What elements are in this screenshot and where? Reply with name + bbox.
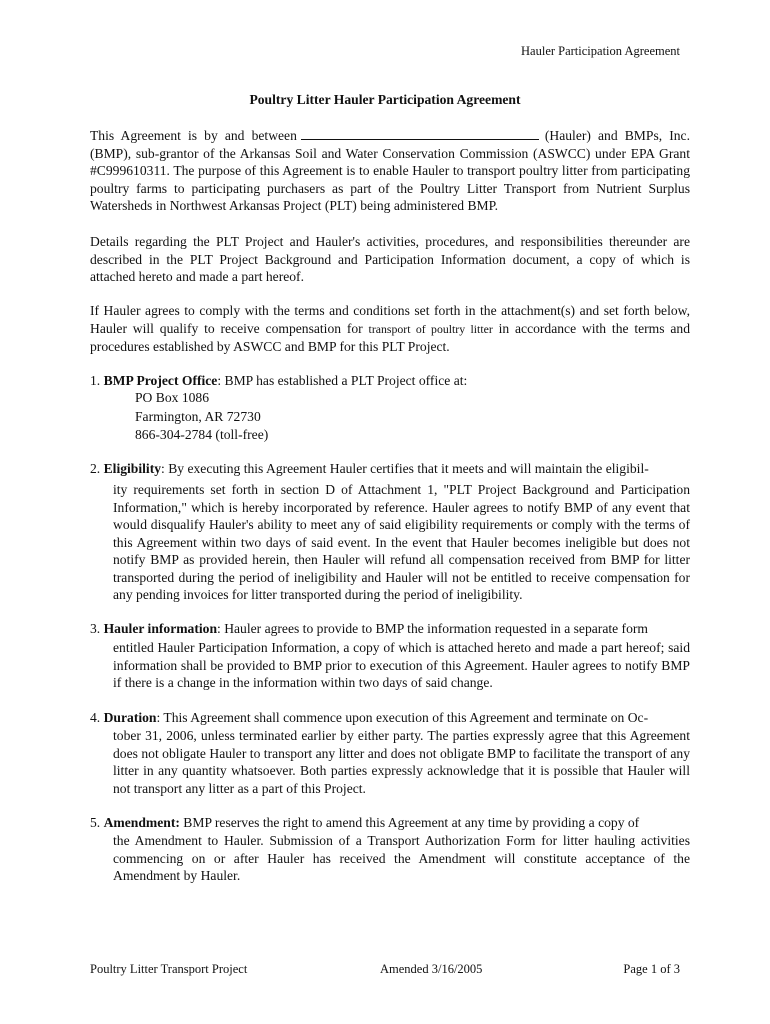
footer-project-name: Poultry Litter Transport Project (90, 962, 248, 976)
section-4-body: tober 31, 2006, unless terminated earlier by either party. The parties expressly agree that this Agreement does not obligate Hauler to transport any litter and does not obligate BMP to facilitate the transport of any litter in any quantity whatsoever. Both parties expressly acknowledge that it is possible that Hauler will not transport any litter as a part of this Project. (113, 728, 690, 796)
section-first-line: : This Agreement shall commence upon execution of this Agreement and terminate on Oc- (156, 710, 649, 725)
hauler-name-blank[interactable] (301, 127, 539, 140)
address-line: PO Box 1086 (135, 390, 210, 405)
section-heading: Eligibility (103, 461, 162, 476)
section-heading: BMP Project Office (103, 373, 218, 388)
section-number: 4. (90, 710, 101, 725)
intro-paragraph-1 (90, 127, 690, 215)
address-line: 866-304-2784 (toll-free) (135, 427, 269, 442)
footer-page-number: Page 1 of 3 (623, 962, 680, 976)
section-heading: Hauler information (103, 621, 218, 636)
p3-small-text: transport of poultry litter (368, 321, 493, 336)
intro-text-before-blank: This Agreement is by and between (90, 128, 297, 143)
project-office-address (135, 389, 268, 445)
section-number: 3. (90, 621, 101, 636)
section-5-line (90, 814, 690, 832)
section-number: 1. (90, 373, 101, 388)
section-4-line (90, 709, 690, 727)
p3-text-a: If Hauler agrees to comply with the terms and conditions set forth in the attachment(s) and set forth below, Hauler will qualify to receive compensation for (90, 303, 690, 336)
section-first-line: : BMP has established a PLT Project office at: (217, 373, 468, 388)
section-1-line (90, 372, 690, 390)
address-line: Farmington, AR 72730 (135, 408, 261, 424)
section-number: 5. (90, 815, 101, 830)
section-first-line: BMP reserves the right to amend this Agreement at any time by providing a copy of (179, 815, 640, 830)
p3-text-b: in accordance with the terms and procedures established by ASWCC and BMP for this PLT Project. (90, 320, 690, 354)
intro-paragraph-2: Details regarding the PLT Project and Hauler's activities, procedures, and responsibilities thereunder are described in the PLT Project Background and Participation Information document, a copy of which is attached hereto and made a part hereof. (90, 234, 690, 284)
intro-paragraph-3 (90, 302, 690, 356)
intro-text-after-blank: (Hauler) and BMPs, Inc. (BMP), sub-grantor of the Arkansas Soil and Water Conservation Commission (ASWCC) under EPA Grant #C999610311. The purpose of this Agreement is to enable Hauler to transport poultry litter from participating poultry farms to participating purchasers as part of the Poultry Litter Transport from Nutrient Surplus Watersheds in Northwest Arkansas Project (PLT) being administered BMP. (90, 128, 690, 213)
section-2-body: ity requirements set forth in section D of Attachment 1, "PLT Project Background and Participation Information," which is hereby incorporated by reference. Hauler agrees to notify BMP of any event that would disqualify Hauler's ability to meet any of said eligibility requirements or comply with the terms of this Agreement within two days of said event. In the event that Hauler becomes ineligible but does not notify BMP as provided herein, then Hauler will refund all compensation received from BMP for litter transported during the period of ineligibility and Hauler will not be entitled to receive compensation for any pending invoices for litter transported during the period of ineligibility. (113, 482, 690, 602)
section-first-line: : Hauler agrees to provide to BMP the information requested in a separate form (217, 621, 648, 636)
section-heading: Amendment: (103, 815, 180, 830)
running-header: Hauler Participation Agreement (521, 44, 680, 58)
section-3-line (90, 620, 690, 638)
section-5-body: the Amendment to Hauler. Submission of a Transport Authorization Form for litter hauling activities commencing on or after Hauler has received the Amendment will constitute acceptance of the Amendment by Hauler. (113, 833, 690, 883)
section-heading: Duration (103, 710, 157, 725)
document-title: Poultry Litter Hauler Participation Agreement (249, 92, 521, 107)
section-2-line (90, 460, 690, 478)
section-3-body: entitled Hauler Participation Information, a copy of which is attached hereto and made a part hereof; said information shall be provided to BMP prior to execution of this Agreement. Hauler agrees to notify BMP if there is a change in the information within two days of said change. (113, 640, 690, 690)
footer-amended-date: Amended 3/16/2005 (380, 962, 483, 976)
section-number: 2. (90, 461, 101, 476)
section-first-line: : By executing this Agreement Hauler certifies that it meets and will maintain the eligibil- (161, 461, 649, 476)
